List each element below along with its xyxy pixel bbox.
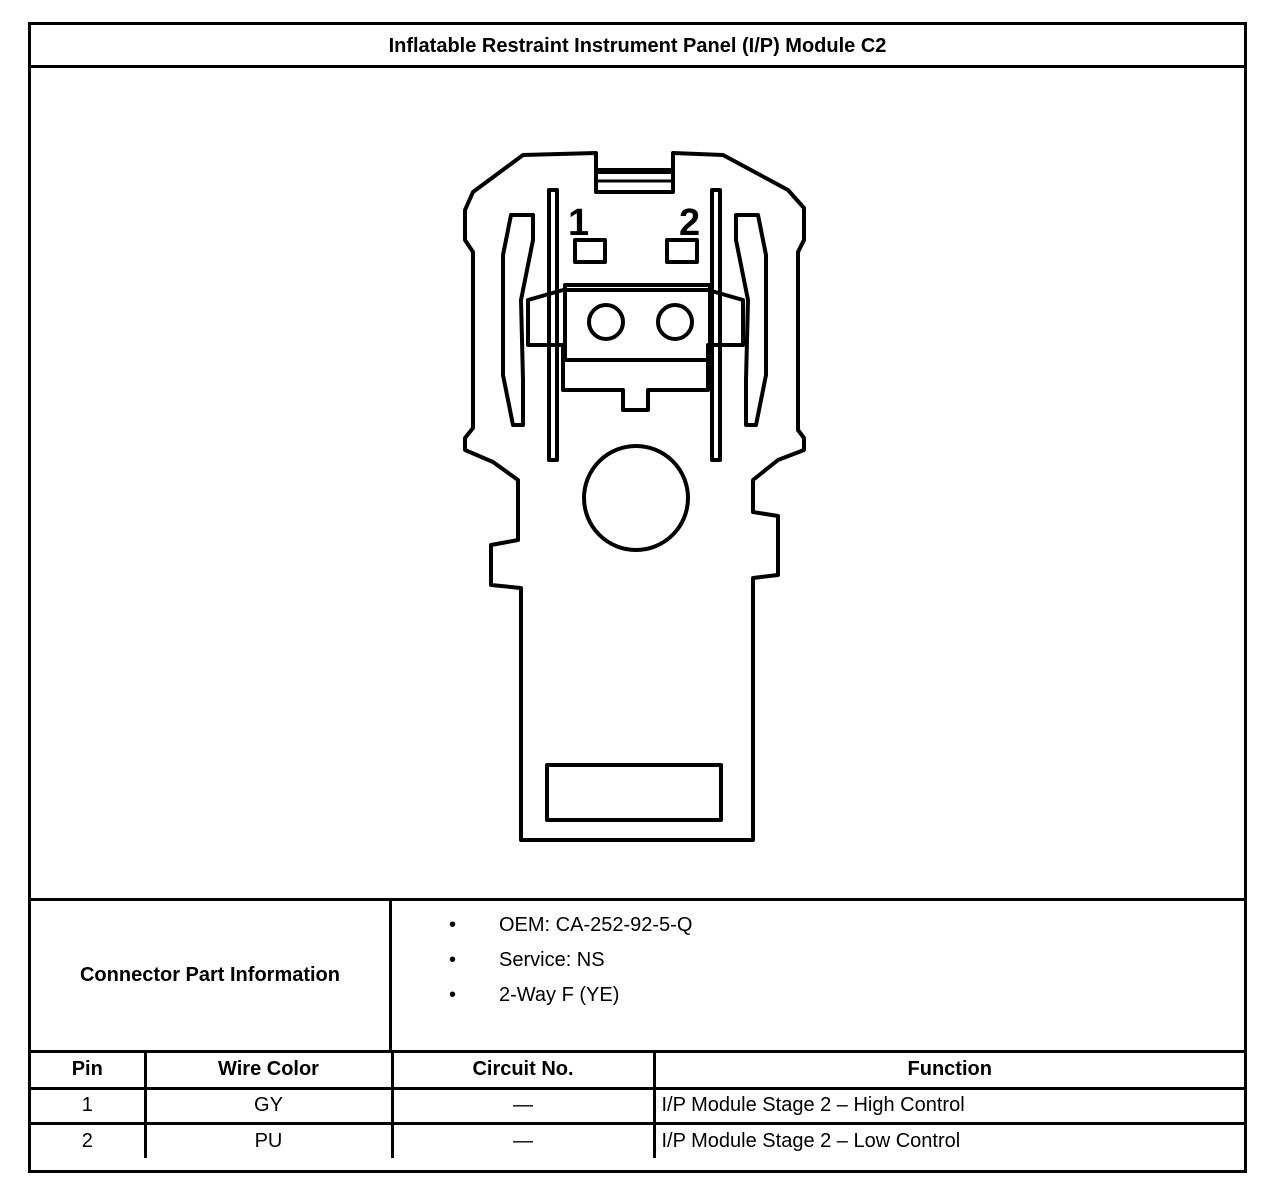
terminal-2-blade bbox=[712, 190, 720, 460]
right-latch-arm bbox=[736, 215, 766, 425]
header-wire-color: Wire Color bbox=[145, 1053, 392, 1088]
connector-info-label: Connector Part Information bbox=[31, 901, 392, 1050]
connector-sheet bbox=[28, 22, 1247, 1173]
bullet-icon: • bbox=[449, 984, 457, 1006]
table-row bbox=[31, 1123, 1244, 1158]
connector-drawing bbox=[31, 68, 1244, 898]
connector-info-list bbox=[395, 913, 692, 1018]
circuit-number: — bbox=[392, 1123, 654, 1158]
connector-info-item bbox=[395, 948, 692, 983]
circuit-number: — bbox=[392, 1088, 654, 1123]
connector-part-information bbox=[31, 901, 1244, 1053]
terminal-1-blade bbox=[549, 190, 557, 460]
pin-number: 2 bbox=[31, 1123, 145, 1158]
wire-color: PU bbox=[145, 1123, 392, 1158]
page-title: Inflatable Restraint Instrument Panel (I/P) Module C2 bbox=[31, 25, 1244, 68]
pin-2-hole bbox=[658, 305, 692, 339]
pin-number: 1 bbox=[31, 1088, 145, 1123]
shunt-block bbox=[565, 285, 710, 360]
pin-function: I/P Module Stage 2 – High Control bbox=[654, 1088, 1244, 1123]
connector-diagram bbox=[31, 68, 1244, 901]
header-pin: Pin bbox=[31, 1053, 145, 1088]
connector-info-item bbox=[395, 983, 692, 1018]
header-circuit: Circuit No. bbox=[392, 1053, 654, 1088]
connector-description: 2-Way F (YE) bbox=[499, 984, 620, 1006]
center-boss bbox=[584, 446, 688, 550]
pin-function: I/P Module Stage 2 – Low Control bbox=[654, 1123, 1244, 1158]
pin-2-label: 2 bbox=[679, 202, 701, 244]
oem-part-number: OEM: CA-252-92-5-Q bbox=[499, 914, 693, 936]
pin-1-label: 1 bbox=[568, 202, 590, 244]
pin-table bbox=[31, 1053, 1244, 1158]
header-function: Function bbox=[654, 1053, 1244, 1088]
bullet-icon: • bbox=[449, 949, 457, 971]
table-row bbox=[31, 1088, 1244, 1123]
wire-color: GY bbox=[145, 1088, 392, 1123]
service-part-number: Service: NS bbox=[499, 949, 605, 971]
bullet-icon: • bbox=[449, 914, 457, 936]
label-window bbox=[547, 765, 721, 820]
connector-housing-outline bbox=[465, 153, 804, 840]
pin-table-header bbox=[31, 1053, 1244, 1088]
pin-1-hole bbox=[589, 305, 623, 339]
connector-info-item bbox=[395, 913, 692, 948]
